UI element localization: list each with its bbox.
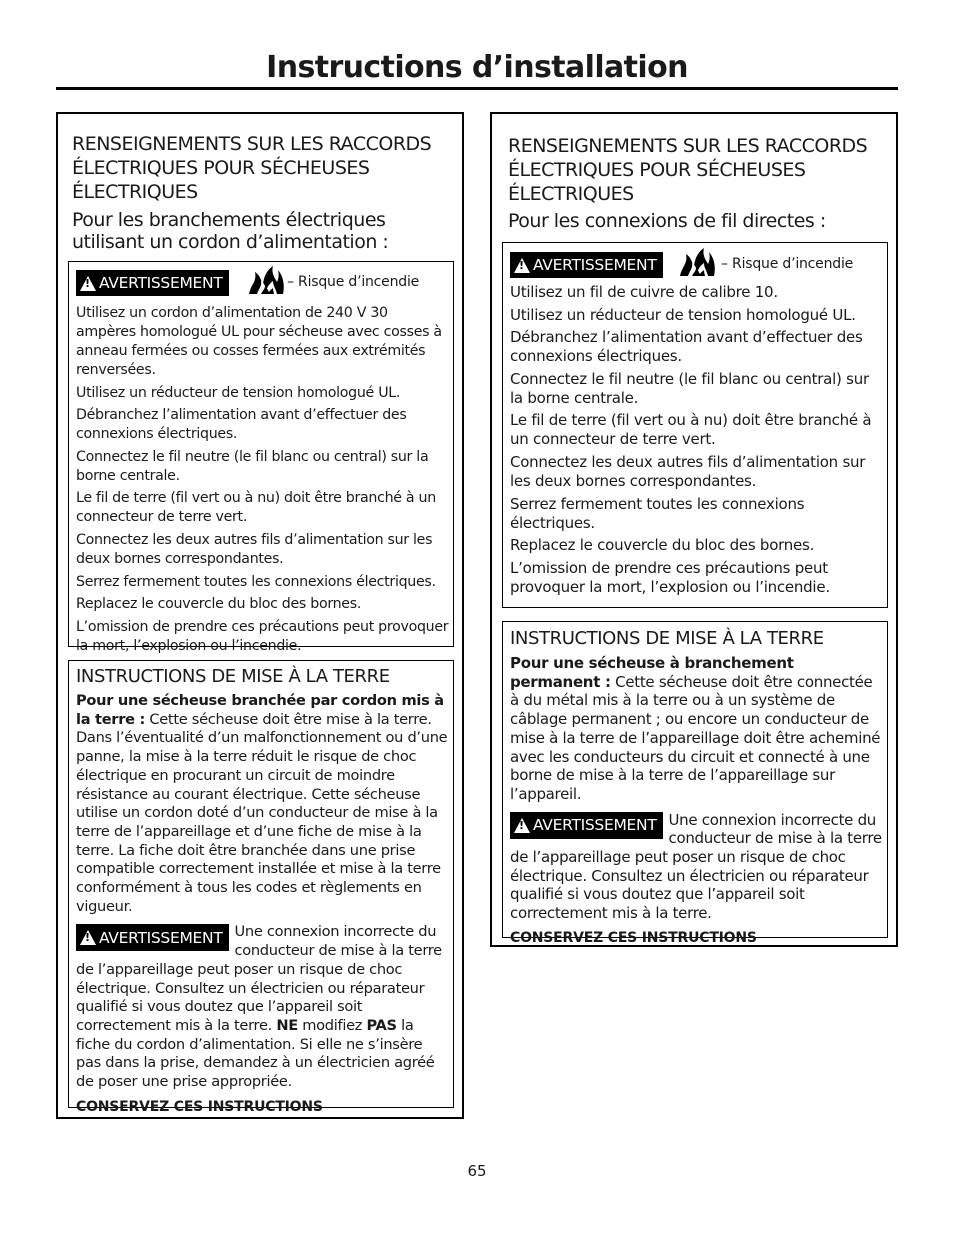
warning-triangle-icon: [80, 276, 96, 291]
right-section-subheading: Pour les connexions de fil directes :: [508, 210, 826, 232]
fire-icon: [678, 246, 718, 278]
right-warning-list: [510, 283, 884, 600]
list-item: Utilisez un réducteur de tension homologué UL.: [76, 384, 401, 401]
list-item: Le fil de terre (fil vert ou à nu) doit être branché à un connecteur de terre vert.: [76, 490, 436, 526]
grounding-warning: ! AVERTISSEMENT Une connexion incorrecte du conducteur de mise à la terre de l’appareillage peut poser un risque de choc électrique. Consultez un électricien ou réparateur qualifié si vous doutez que l’appareil soit correctement mis à la terre.: [510, 811, 883, 923]
right-fire-warning-box: [502, 242, 888, 608]
grounding-title: INSTRUCTIONS DE MISE À LA TERRE: [76, 666, 390, 687]
right-section-heading: RENSEIGNEMENTS SUR LES RACCORDS ÉLECTRIQUES POUR SÉCHEUSES ÉLECTRIQUES: [508, 135, 868, 205]
list-item: Replacez le couvercle du bloc des bornes.: [76, 596, 362, 613]
grounding-warning: ! AVERTISSEMENT Une connexion incorrecte du conducteur de mise à la terre de l’appareillage peut poser un risque de choc électrique. Consultez un électricien ou réparateur qualifié si vous doutez que l’appareil soit correctement mis à la terre. NE modifiez PAS la fiche du cordon d’alimentation. Si elle ne s’insère pas dans la prise, demandez à un électricien agréé de poser une prise appropriée.: [76, 923, 451, 1091]
list-item: Connectez le fil neutre (le fil blanc ou central) sur la borne centrale.: [76, 448, 429, 484]
fire-risk-label: – Risque d’incendie: [287, 274, 420, 290]
list-item: Serrez fermement toutes les connexions électriques.: [76, 573, 436, 590]
warning-badge: ! AVERTISSEMENT: [510, 812, 663, 839]
list-item: Connectez le fil neutre (le fil blanc ou central) sur la borne centrale.: [510, 369, 869, 407]
warning-badge: ! AVERTISSEMENT: [510, 252, 663, 278]
page-title: Instructions d’installation: [266, 50, 688, 85]
list-item: Serrez fermement toutes les connexions électriques.: [510, 494, 805, 532]
left-grounding-box: [68, 660, 454, 1115]
title-divider: [56, 87, 898, 90]
list-item: Débranchez l’alimentation avant d’effectuer des connexions électriques.: [76, 407, 407, 443]
list-item: Le fil de terre (fil vert ou à nu) doit être branché à un connecteur de terre vert.: [510, 411, 872, 449]
warning-triangle-icon: [514, 258, 530, 273]
fire-icon: [247, 264, 287, 296]
list-item: L’omission de prendre ces précautions peut provoquer la mort, l’explosion ou l’incendie.: [510, 558, 830, 596]
right-grounding-box: [502, 621, 888, 946]
keep-instructions: CONSERVEZ CES INSTRUCTIONS: [510, 929, 757, 946]
page-number: 65: [467, 1162, 487, 1180]
list-item: Connectez les deux autres fils d’alimentation sur les deux bornes correspondantes.: [76, 531, 433, 567]
warning-triangle-icon: [80, 930, 96, 945]
right-column: [490, 112, 898, 947]
list-item: Débranchez l’alimentation avant d’effectuer des connexions électriques.: [510, 328, 863, 366]
list-item: Replacez le couvercle du bloc des bornes.: [510, 536, 815, 555]
left-warning-list: [76, 304, 449, 659]
warning-badge: ! AVERTISSEMENT: [76, 270, 229, 296]
left-column: [56, 112, 464, 1119]
list-item: L’omission de prendre ces précautions peut provoquer la mort, l’explosion ou l’incendie.: [76, 618, 449, 654]
list-item: Utilisez un fil de cuivre de calibre 10.: [510, 283, 778, 301]
keep-instructions: CONSERVEZ CES INSTRUCTIONS: [76, 1098, 323, 1115]
list-item: Utilisez un réducteur de tension homologué UL.: [510, 305, 856, 324]
left-section-heading: RENSEIGNEMENTS SUR LES RACCORDS ÉLECTRIQUES POUR SÉCHEUSES ÉLECTRIQUES: [72, 133, 432, 203]
warning-triangle-icon: [514, 818, 530, 833]
fire-risk-label: – Risque d’incendie: [721, 256, 854, 272]
left-fire-warning-box: [68, 261, 454, 654]
grounding-text: Pour une sécheuse branchée par cordon mis à la terre : Cette sécheuse doit être mise à la terre. Dans l’éventualité d’un malfonctionnement ou d’une panne, la mise à la terre réduit le risque de choc électrique en procurant un circuit de moindre résistance au courant électrique. Cette sécheuse utilise un cordon doté d’un conducteur de mise à la terre de l’appareillage et d’une fiche de mise à la terre. La fiche doit être branchée dans une prise compatible correctement installée et mise à la terre conformément à tous les codes et règlements en vigueur.: [76, 692, 448, 915]
grounding-title: INSTRUCTIONS DE MISE À LA TERRE: [510, 628, 824, 649]
list-item: Connectez les deux autres fils d’alimentation sur les deux bornes correspondantes.: [510, 452, 866, 490]
left-section-subheading: Pour les branchements électriques utilisant un cordon d’alimentation :: [72, 209, 389, 253]
grounding-text: Pour une sécheuse à branchement permanent : Cette sécheuse doit être connectée à du métal mis à la terre ou à un système de câblage permanent ; ou encore un conducteur de mise à la terre de l’appareillage doit être acheminé avec les conducteurs du circuit et connecté à une borne de mise à la terre de l’appareillage sur l’appareil.: [510, 654, 881, 803]
warning-badge: ! AVERTISSEMENT: [76, 924, 229, 951]
list-item: Utilisez un cordon d’alimentation de 240 V 30 ampères homologué UL pour sécheuse avec cosses à anneau fermées ou cosses fermées aux extrémités renversées.: [76, 305, 442, 378]
